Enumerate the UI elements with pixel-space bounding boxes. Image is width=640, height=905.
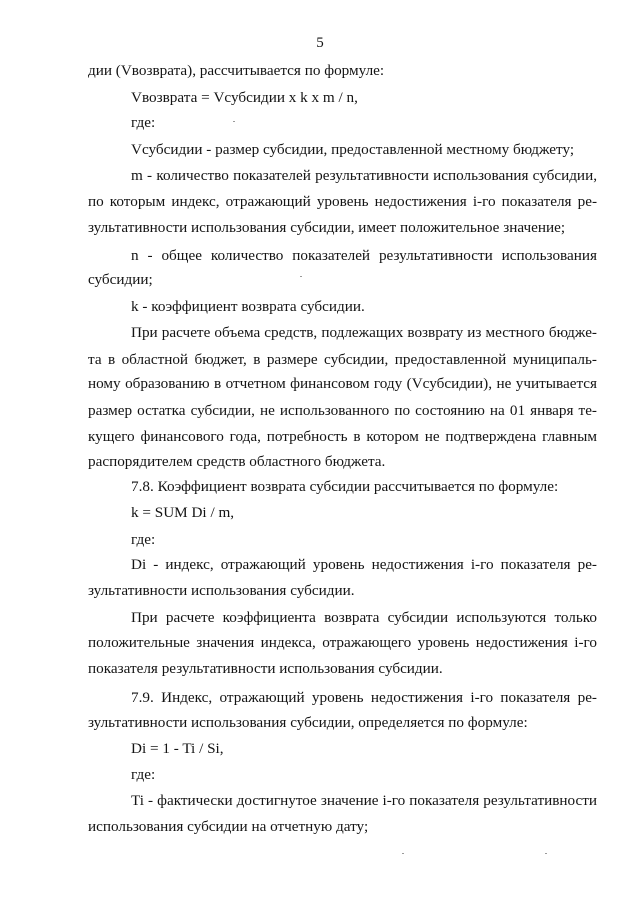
text-line: зультативности использования субсидии, имеет положительное значение; — [88, 219, 566, 236]
formula-line: k = SUM Di / m, — [131, 504, 235, 521]
text-line: зультативности использования субсидии. — [88, 582, 355, 599]
text-line: ному образованию в отчетном финансовом году (Vсубсидии), не учитывается — [88, 375, 597, 392]
text-line: k - коэффициент возврата субсидии. — [131, 298, 365, 315]
text-line: та в областной бюджет, в размере субсидии, предоставленной муниципаль- — [88, 351, 597, 368]
text-line: размер остатка субсидии, не использованного по состоянию на 01 января те- — [88, 402, 597, 419]
section-line: 7.9. Индекс, отражающий уровень недостижения i-го показателя ре- — [131, 689, 597, 706]
text-line: Vсубсидии - размер субсидии, предоставленной местному бюджету; — [131, 141, 575, 158]
formula-line: Vвозврата = Vсубсидии x k x m / n, — [131, 89, 358, 106]
text-line: m - количество показателей результативности использования субсидии, — [131, 167, 597, 184]
text-line: При расчете объема средств, подлежащих возврату из местного бюдже- — [131, 324, 597, 341]
page-number: 5 — [316, 35, 324, 51]
formula-line: Di = 1 - Ti / Si, — [131, 740, 224, 757]
text-line: Ti - фактически достигнутое значение i-го показателя результативности — [131, 792, 597, 809]
text-line: положительные значения индекса, отражающего уровень недостижения i-го — [88, 634, 597, 651]
text-line: распорядителем средств областного бюджета. — [88, 453, 386, 470]
scan-speck — [300, 276, 302, 277]
text-line: зультативности использования субсидии, определяется по формуле: — [88, 714, 528, 731]
text-line: использования субсидии на отчетную дату; — [88, 818, 369, 835]
scan-speck — [233, 121, 235, 122]
text-line: где: — [131, 531, 156, 548]
section-line: 7.8. Коэффициент возврата субсидии рассчитывается по формуле: — [131, 478, 559, 495]
text-line: n - общее количество показателей результативности использования — [131, 247, 597, 264]
text-line: показателя результативности использования субсидии. — [88, 660, 443, 677]
scan-speck — [545, 853, 547, 854]
text-line: по которым индекс, отражающий уровень недостижения i-го показателя ре- — [88, 193, 597, 210]
text-line: где: — [131, 766, 156, 783]
text-line: Di - индекс, отражающий уровень недостижения i-го показателя ре- — [131, 556, 597, 573]
text-line: дии (Vвозврата), рассчитывается по формуле: — [88, 62, 385, 79]
text-line: где: — [131, 114, 156, 131]
scan-speck — [402, 853, 404, 854]
text-line: субсидии; — [88, 271, 153, 288]
text-line: кущего финансового года, потребность в котором не подтверждена главным — [88, 428, 597, 445]
text-line: При расчете коэффициента возврата субсидии используются только — [131, 609, 597, 626]
